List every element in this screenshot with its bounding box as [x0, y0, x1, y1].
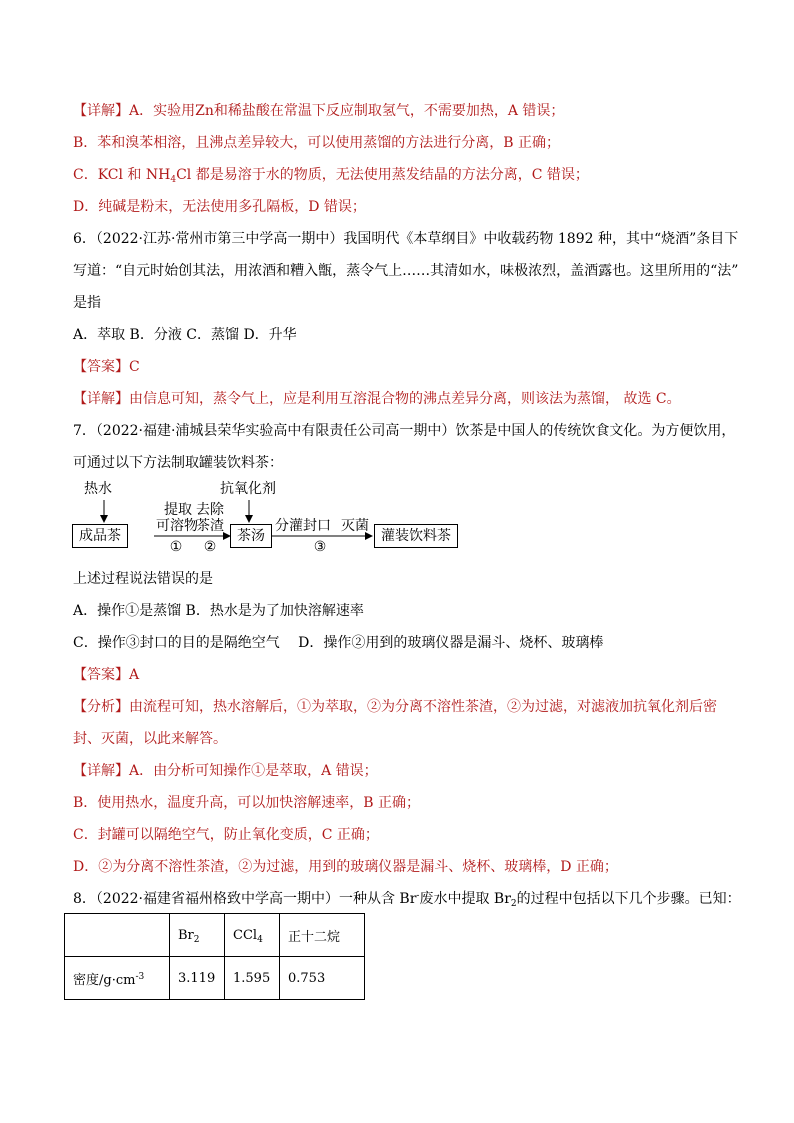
q7-detail-c: C．封罐可以隔绝空气，防止氧化变质，C 正确； — [73, 827, 379, 843]
table-header-ccl4: CCl$_4$ — [225, 914, 280, 957]
table-cell-ccl4: 1.595 — [225, 957, 280, 1000]
step2-bottom-label: 茶渣 — [196, 518, 224, 534]
q7-detail-b: B．使用热水，温度升高，可以加快溶解速率，B 正确； — [73, 795, 421, 811]
table-row — [65, 957, 365, 1000]
step1-number: ① — [169, 539, 183, 555]
table-cell-dodecane: 0.753 — [280, 957, 365, 1000]
q6-stem-line1: 6．（2022·江苏·常州市第三中学高一期中）我国明代《本草纲目》中收载药物 1892 种，其中“烧酒”条目下 — [73, 231, 739, 247]
step1-top-label: 提取 — [164, 502, 192, 518]
step2-top-label: 去除 — [196, 502, 224, 518]
q6-detail: 【详解】由信息可知，蒸令气上，应是利用互溶混合物的沸点差异分离，则该法为蒸馏， 故选 C。 — [73, 391, 681, 407]
hot-water-label: 热水 — [84, 481, 112, 497]
q6-stem-line2: 写道：“自元时始创其法，用浓酒和糟入甑，蒸令气上……其清如水，味极浓烈，盖酒露也。这里所用的“法” — [73, 263, 739, 279]
box-finished-tea: 成品茶 — [72, 524, 128, 548]
q7-detail-d: D．②为分离不溶性茶渣，②为过滤，用到的玻璃仪器是漏斗、烧杯、玻璃棒，D 正确； — [73, 859, 618, 875]
q7-question: 上述过程说法错误的是 — [73, 571, 213, 587]
q6-answer: 【答案】C — [73, 359, 140, 375]
q5-detail-b: B．苯和溴苯相溶，且沸点差异较大，可以使用蒸馏的方法进行分离，B 正确； — [73, 135, 561, 151]
q6-options: A．萃取 B．分液 C．蒸馏 D．升华 — [73, 327, 297, 343]
q7-stem-line2: 可通过以下方法制取罐装饮料茶： — [73, 455, 283, 471]
antioxidant-label: 抗氧化剂 — [220, 481, 276, 497]
step4-label: 灭菌 — [341, 518, 369, 534]
table-header-dodecane: 正十二烷 — [280, 914, 365, 957]
q7-answer: 【答案】A — [73, 667, 140, 683]
q5-detail-d: D．纯碱是粉末，无法使用多孔隔板，D 错误； — [73, 199, 366, 215]
box-tea-soup: 茶汤 — [230, 524, 272, 548]
q7-analysis-line2: 封、灭菌，以此来解答。 — [73, 731, 227, 747]
q5-detail-c: C．KCl 和 $NH_4Cl$ 都是易溶于水的物质，无法使用蒸发结晶的方法分离，C 错误； — [73, 167, 589, 185]
q5-detail-a: 【详解】A．实验用Zn和稀盐酸在常温下反应制取氢气，不需要加热，A 错误； — [73, 103, 565, 119]
q7-detail-a: 【详解】A．由分析可知操作①是萃取，A 错误； — [73, 763, 378, 779]
table-header-row — [65, 914, 365, 957]
table-corner-cell — [65, 914, 170, 957]
table-row-label: 密度$/g\cdot cm^{-3}$ — [65, 957, 170, 1000]
q7-stem-line1: 7．（2022·福建·浦城县荣华实验高中有限责任公司高一期中）饮茶是中国人的传统饮食文化。为方便饮用， — [73, 423, 736, 439]
step1-bottom-label: 可溶物 — [156, 518, 198, 534]
box-canned-tea: 灌装饮料茶 — [374, 524, 458, 548]
q8-stem-line1: 8．（2022·福建省福州格致中学高一期中）一种从含 Br-废水中提取 $Br_2$的过程中包括以下几个步骤。已知： — [73, 891, 741, 909]
detail-tag: 【详解】 — [73, 103, 129, 119]
q6-stem-line3: 是指 — [73, 295, 101, 311]
q7-options-ab: A．操作①是蒸馏 B．热水是为了加快溶解速率 — [73, 603, 364, 619]
step3-number: ③ — [313, 539, 327, 555]
table-cell-br2: 3.119 — [170, 957, 225, 1000]
step3-label: 分灌封口 — [275, 518, 331, 534]
density-table — [64, 913, 365, 1000]
tea-process-flowchart — [72, 478, 472, 558]
q7-options-cd: C．操作③封口的目的是隔绝空气 D．操作②用到的玻璃仪器是漏斗、烧杯、玻璃棒 — [73, 635, 604, 651]
step2-number: ② — [203, 539, 217, 555]
q7-analysis-line1: 【分析】由流程可知，热水溶解后，①为萃取，②为分离不溶性茶渣，②为过滤，对滤液加抗氧化剂后密 — [73, 699, 717, 715]
table-header-br2: $Br_2$ — [170, 914, 225, 957]
